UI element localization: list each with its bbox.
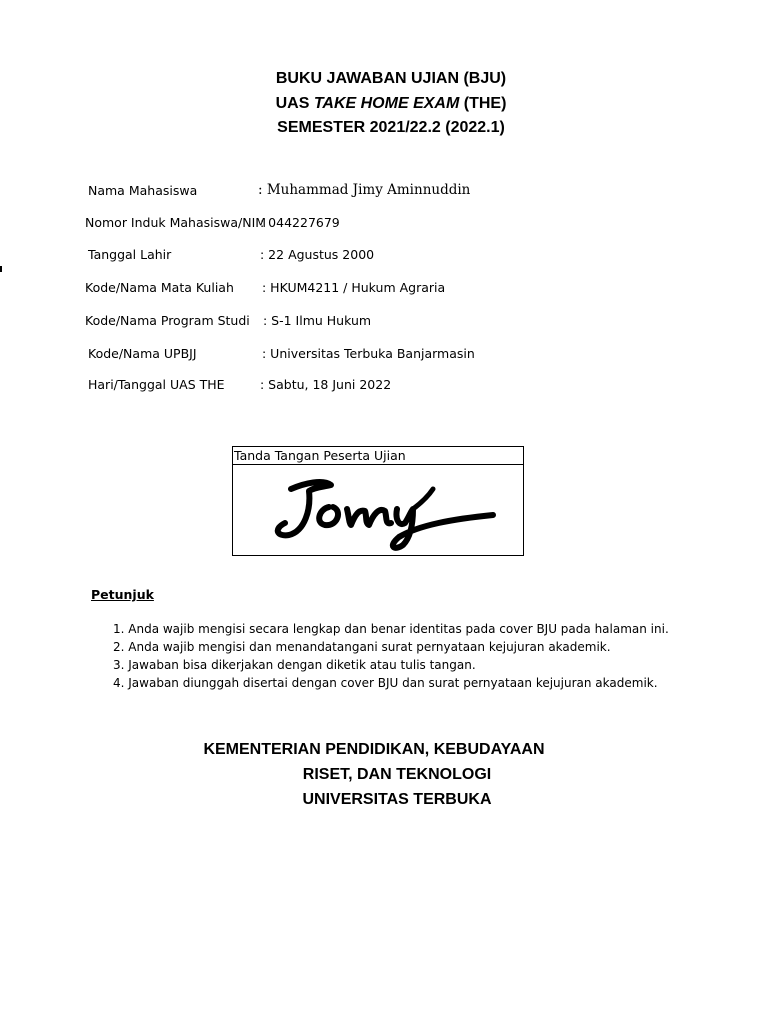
list-item: 4. Jawaban diunggah disertai dengan cover BJU dan surat pernyataan kejujuran akademik. — [113, 676, 658, 690]
label-nim: Nomor Induk Mahasiswa/NIM — [85, 215, 267, 230]
list-item: 3. Jawaban bisa dikerjakan dengan diketik atau tulis tangan. — [113, 658, 476, 672]
signature-header: Tanda Tangan Peserta Ujian — [233, 447, 523, 465]
footer-line-2: RISET, DAN TEKNOLOGI — [302, 766, 492, 783]
signature-image — [233, 465, 523, 555]
label-tanggal-lahir: Tanggal Lahir — [88, 247, 172, 262]
list-item: 1. Anda wajib mengisi secara lengkap dan benar identitas pada cover BJU pada halaman ini. — [113, 622, 669, 636]
institution-footer — [0, 737, 768, 812]
petunjuk-heading: Petunjuk — [91, 587, 154, 602]
label-nama-mahasiswa: Nama Mahasiswa — [88, 183, 198, 198]
petunjuk-list — [113, 620, 669, 692]
margin-mark — [0, 266, 2, 272]
list-item: 2. Anda wajib mengisi dan menandatangani surat pernyataan kejujuran akademik. — [113, 640, 611, 654]
value-nama-mahasiswa: : Muhammad Jimy Aminnuddin — [258, 182, 471, 198]
title-line-2-prefix: UAS — [275, 94, 314, 112]
signature-box — [232, 446, 524, 556]
label-upbjj: Kode/Nama UPBJJ — [88, 346, 197, 361]
footer-line-1: KEMENTERIAN PENDIDIKAN, KEBUDAYAAN — [203, 741, 545, 758]
title-line-2 — [0, 92, 768, 117]
label-program-studi: Kode/Nama Program Studi — [85, 313, 250, 328]
label-hari-tanggal: Hari/Tanggal UAS THE — [88, 377, 225, 392]
value-mata-kuliah: : HKUM4211 / Hukum Agraria — [262, 280, 446, 295]
value-nim: : 044227679 — [260, 215, 340, 230]
title-line-2-italic: TAKE HOME EXAM — [313, 94, 460, 112]
value-tanggal-lahir: : 22 Agustus 2000 — [260, 247, 375, 262]
document-title — [0, 67, 768, 141]
title-line-1: BUKU JAWABAN UJIAN (BJU) — [275, 70, 507, 87]
value-upbjj: : Universitas Terbuka Banjarmasin — [262, 346, 475, 361]
title-line-3: SEMESTER 2021/22.2 (2022.1) — [277, 119, 505, 136]
footer-line-3: UNIVERSITAS TERBUKA — [302, 791, 492, 808]
value-program-studi: : S-1 Ilmu Hukum — [263, 313, 372, 328]
value-hari-tanggal: : Sabtu, 18 Juni 2022 — [260, 377, 392, 392]
label-mata-kuliah: Kode/Nama Mata Kuliah — [85, 280, 234, 295]
title-line-2-suffix: (THE) — [459, 94, 507, 112]
